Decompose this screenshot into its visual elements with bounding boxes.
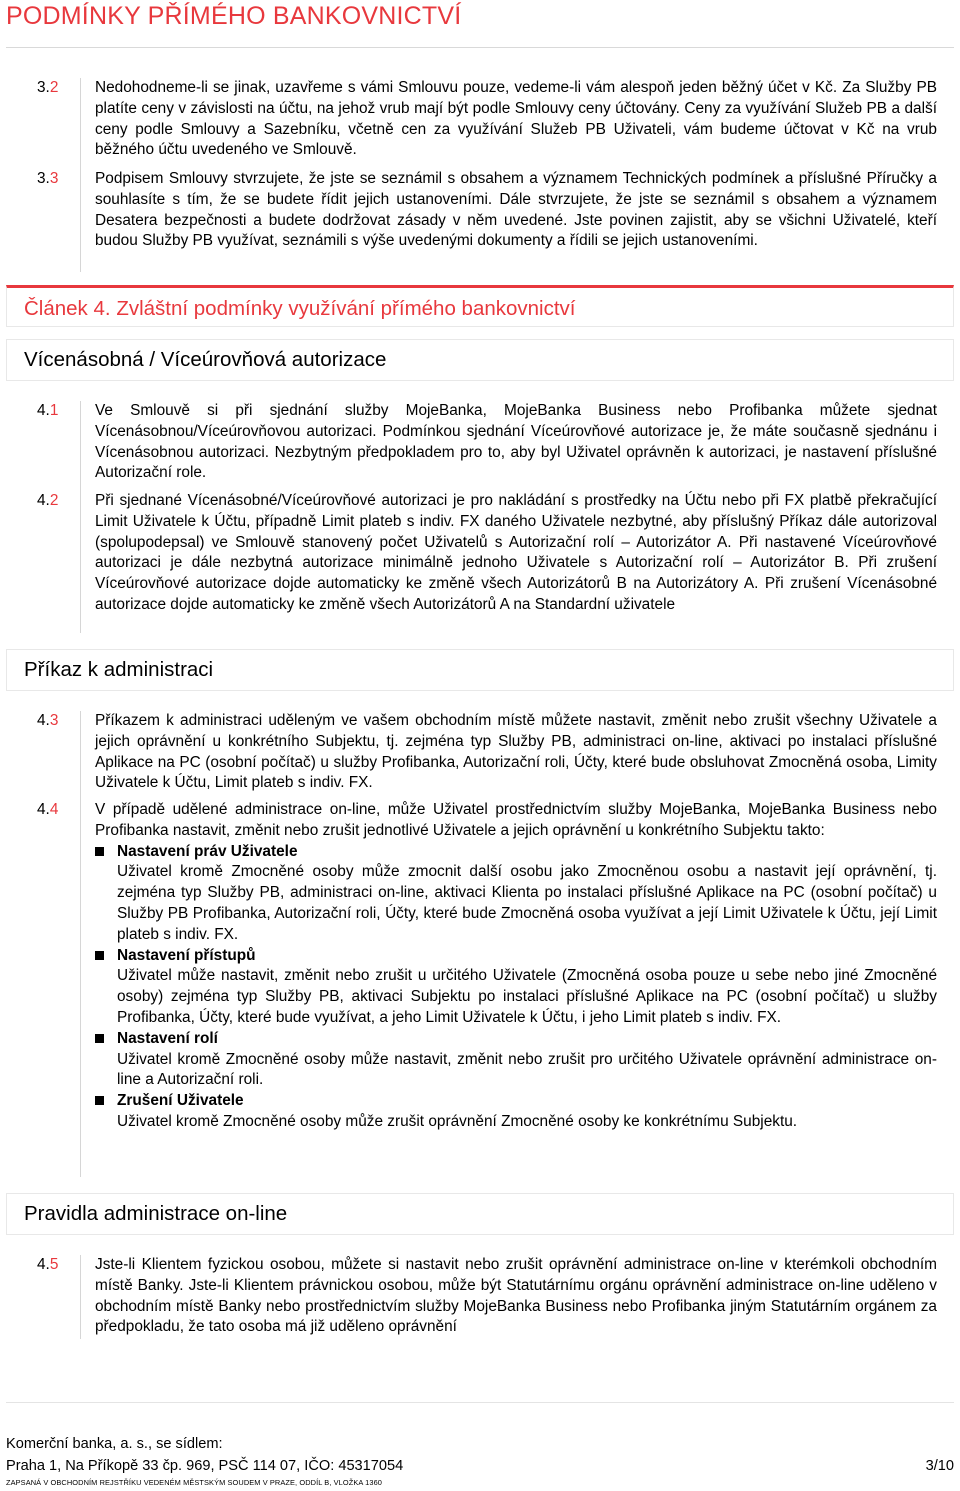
margin-rule bbox=[80, 78, 81, 272]
clause-text: V případě udělené administrace on-line, může Uživatel prostřednictvím služby MojeBanka, MojeBanka Business nebo Profibanka nastavit, změnit nebo zrušit jednotlivé Uživatele a jejich oprávnění u konkrétního Subjektu takto: bbox=[95, 801, 937, 839]
clause-number: 4.3 bbox=[37, 712, 59, 729]
bullet-square-icon bbox=[95, 1096, 104, 1105]
list-item-title: Nastavení rolí bbox=[117, 1029, 218, 1047]
document-title: PODMÍNKY PŘÍMÉHO BANKOVNICTVÍ bbox=[6, 2, 462, 30]
clause-number: 3.3 bbox=[37, 170, 59, 187]
title-divider bbox=[6, 47, 954, 48]
list-item bbox=[95, 842, 937, 946]
list-item-text: Uživatel kromě Zmocněné osoby může nastavit, změnit nebo zrušit pro určitého Uživatele oprávnění administrace on-line a Autorizační roli. bbox=[117, 1050, 937, 1089]
article-title: Článek 4. Zvláštní podmínky využívání přímého bankovnictví bbox=[24, 297, 576, 320]
list-item bbox=[95, 1029, 937, 1091]
clause-number: 4.4 bbox=[37, 801, 59, 818]
clause-4-5 bbox=[37, 1255, 937, 1338]
clause-4-2 bbox=[37, 491, 937, 616]
clause-number: 4.5 bbox=[37, 1256, 59, 1273]
bullet-square-icon bbox=[95, 847, 104, 856]
list-item-text: Uživatel kromě Zmocněné osoby může zrušit oprávnění Zmocněné osoby ke konkrétnímu Subjektu. bbox=[117, 1112, 798, 1130]
section-heading-online-admin-rules: Pravidla administrace on-line bbox=[6, 1193, 954, 1235]
list-item bbox=[95, 1091, 937, 1133]
clause-text: Příkazem k administraci uděleným ve vašem obchodním místě můžete nastavit, změnit nebo zrušit všechny Uživatele a jejich oprávnění u konkrétního Subjektu, tj. zejména typ Služby PB, administraci on-line, aktivaci po instalaci příslušné Aplikace na PC (osobní počítač) u služby Profibanka, Autorizační roli, Účty, které bude obsluhovat Zmocněná osoba, Limity Uživatele k Účtu, Limit plateb s indiv. FX. bbox=[95, 712, 937, 792]
clause-4-3 bbox=[37, 711, 937, 794]
list-item-text: Uživatel kromě Zmocněné osoby může zmocnit další osobu jako Zmocněnou osobu a nastavit její oprávnění, tj. zejména typ Služby PB, administraci on-line, aktivaci Klienta po instalaci příslušné Aplikace na PC (osobní počítač) u Služby PB Profibanka, Autorizační roli, Účty, které bude Zmocněná osoba využívat a její Limit Uživatele k Účtu, její Limit plateb s indiv. FX. bbox=[117, 863, 937, 943]
list-item-title: Nastavení práv Uživatele bbox=[117, 842, 298, 860]
article-header bbox=[6, 285, 954, 327]
clause-text: Jste-li Klientem fyzickou osobou, můžete si nastavit nebo zrušit oprávnění administrace on-line v kterémkoli obchodním místě Banky. Jste-li Klientem právnickou osobou, může být Statutárnímu orgánu oprávnění administrace on-line uděleno v obchodním místě Banky nebo prostřednictvím služby MojeBanka Business nebo Profibanka jiným Statutárním orgánem za předpokladu, že tato osoba má již uděleno oprávnění bbox=[95, 1256, 937, 1336]
clause-number: 4.1 bbox=[37, 402, 59, 419]
clause-3-3 bbox=[37, 169, 937, 252]
clause-body bbox=[95, 800, 937, 1133]
footer-company: Komerční banka, a. s., se sídlem: bbox=[6, 1436, 223, 1452]
clause-text: Při sjednané Vícenásobné/Víceúrovňové autorizaci je pro nakládání s prostředky na Účtu nebo při FX platbě překračující Limit Uživatele k Účtu, případně Limit plateb s indiv. FX daného Uživatele nezbytné, aby příslušný Příkaz dále autorizoval (spolupodepsal) ve Smlouvě stanovený počet Uživatelů s Autorizační rolí – Autorizátor A. Při nastavené Víceúrovňové autorizaci je dále nezbytná autorizace minimálně jednoho Uživatele s Autorizační rolí – Autorizátor B. Při zrušení Víceúrovňové autorizace dojde automaticky ke změně všech Autorizátorů B na Autorizátory A. Při zrušení Vícenásobné autorizace dojde automaticky ke změně všech Autorizátorů A na Standardní uživatele bbox=[95, 492, 937, 613]
list-item-text: Uživatel může nastavit, změnit nebo zrušit u určitého Uživatele (Zmocněná osoba pouze u sebe nebo jiné Zmocněné osoby) zejména typ Služby PB, aktivaci Subjektu po instalaci příslušné Aplikace na PC (osobní počítač) u služby Profibanka, Účty, které bude využívat, a jeho Limit Uživatele k Účtu, i jeho Limit plateb s indiv. FX. bbox=[117, 967, 937, 1026]
clause-3-2 bbox=[37, 78, 937, 161]
clause-text: Ve Smlouvě si při sjednání služby MojeBanka, MojeBanka Business nebo Profibanka můžete sjednat Vícenásobnou/Víceúrovňovou autorizaci. Podmínkou sjednání Víceúrovňové autorizace je, že máte současně sjednánu i Vícenásobnou autorizaci. Nezbytným předpokladem pro to, aby byl Uživatel oprávněn k autorizaci, je nastavení příslušné Autorizační role. bbox=[95, 402, 937, 482]
bullet-square-icon bbox=[95, 951, 104, 960]
clause-4-4 bbox=[37, 800, 937, 1133]
list-item bbox=[95, 946, 937, 1029]
clause-text: Podpisem Smlouvy stvrzujete, že jste se seznámil s obsahem a významem Technických podmínek a příslušné Příručky a souhlasíte s tím, že se budete řídit jejich ustanoveními. Dále stvrzujete, že jste se seznámil s obsahem a významem Desatera bezpečnosti a budete dodržovat zásady v něm uvedené. Jste povinen zajistit, aby se všichni Uživatelé, kteří budou Služby PB využívat, seznámili s výše uvedenými dokumenty a řídili se jejich ustanoveními. bbox=[95, 170, 937, 250]
admin-options-list bbox=[95, 842, 937, 1133]
clause-number: 4.2 bbox=[37, 492, 59, 509]
footer-registry: ZAPSANÁ V OBCHODNÍM REJSTŘÍKU VEDENÉM MĚSTSKÝM SOUDEM V PRAZE, ODDÍL B, VLOŽKA 1360 bbox=[6, 1478, 382, 1487]
margin-rule bbox=[80, 401, 81, 633]
section-heading-admin-order: Příkaz k administraci bbox=[6, 649, 954, 691]
list-item-title: Zrušení Uživatele bbox=[117, 1092, 244, 1110]
footer-address: Praha 1, Na Příkopě 33 čp. 969, PSČ 114 07, IČO: 45317054 bbox=[6, 1458, 404, 1474]
bullet-square-icon bbox=[95, 1034, 104, 1043]
clause-text: Nedohodneme-li se jinak, uzavřeme s vámi Smlouvu pouze, vedeme-li vám alespoň jeden běžný účet v Kč. Za Služby PB platíte ceny v závislosti na účtu, na jehož vrub mají být podle Smlouvy ceny účtovány. Ceny za využívání Služeb PB a další ceny podle Smlouvy a Sazebníku, včetně cen za využívání Služeb PB Uživateli, vám budeme účtovat v Kč na vrub běžného účtu uvedeného ve Smlouvě. bbox=[95, 79, 937, 159]
margin-rule bbox=[80, 1255, 81, 1339]
footer-divider bbox=[6, 1402, 954, 1403]
page-number: 3/10 bbox=[925, 1458, 954, 1474]
clause-number: 3.2 bbox=[37, 79, 59, 96]
section-heading-multi-authorization: Vícenásobná / Víceúrovňová autorizace bbox=[6, 339, 954, 381]
clause-4-1 bbox=[37, 401, 937, 484]
margin-rule bbox=[80, 711, 81, 1177]
list-item-title: Nastavení přístupů bbox=[117, 946, 256, 964]
